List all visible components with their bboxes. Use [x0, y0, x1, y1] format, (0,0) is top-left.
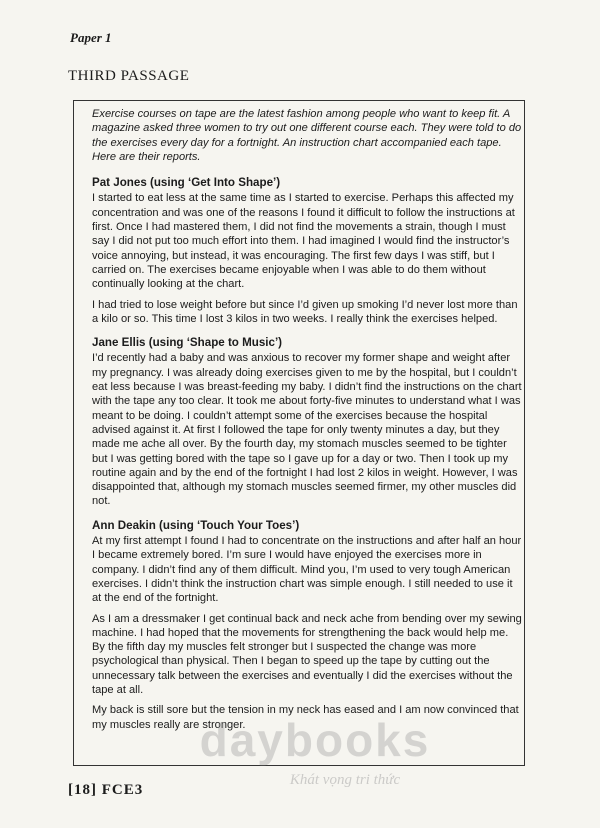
report-paragraph: My back is still sore but the tension in my neck has eased and I am now convinced that my muscles really are stronger. [92, 704, 519, 731]
page-footer: [18] FCE3 [68, 782, 144, 798]
report-ann-deakin [92, 519, 524, 732]
report-name: Jane Ellis (using ‘Shape to Music’) [92, 336, 283, 350]
report-paragraph: I’d recently had a baby and was anxious to recover my former shape and weight after my pregnancy. I was already doing exercises given to me by the hospital, but I couldn’t eat less because I was breast-feeding my baby. I didn’t find the instructions on the chart with the tape any too clear. It took me about forty-five minutes to understand what I was meant to be doing. I couldn’t attempt some of the exercises because the hospital advised against it. At first I followed the tape for only twenty minutes a day, but they made me ache all over. By the fourth day, my stomach muscles seemed to be tighter but I was getting bored with the tape so I gave up for a day or two. Then I took up my routine again and by the end of the fortnight I had lost 2 kilos in weight. However, I was disappointed that, although my stomach muscles seemed firmer, my other muscles did not. [92, 352, 522, 508]
report-name: Ann Deakin (using ‘Touch Your Toes’) [92, 518, 300, 532]
report-pat-jones [92, 176, 524, 326]
watermark-tagline: Khát vọng tri thức [289, 772, 401, 788]
passage-title: THIRD PASSAGE [68, 68, 190, 84]
passage-content [92, 107, 524, 738]
report-jane-ellis [92, 336, 524, 509]
report-name: Pat Jones (using ‘Get Into Shape’) [92, 176, 281, 190]
watermark-logo: daybooks [199, 714, 431, 766]
intro-paragraph: Exercise courses on tape are the latest fashion among people who want to keep fit. A magazine asked three women to try out one different course each. They were told to do the exercises every day for a fortnight. An instruction chart accompanied each tape. Here are their reports. [92, 108, 522, 163]
report-paragraph: I started to eat less at the same time as I started to exercise. Perhaps this affected my concentration and was one of the reasons I found it difficult to follow the instructions at first. Once I had mastered them, I did not find the movements a strain, though I must say I did not put too much effort into them. I had imagined I would find the instructor’s voice annoying, but instead, it was encouraging. The first few days I was stiff, but I carried on. The exercises became enjoyable when I was able to do them without continually looking at the chart. [92, 192, 515, 291]
report-paragraph: At my first attempt I found I had to concentrate on the instructions and after half an hour I became extremely bored. I’m sure I would have enjoyed the exercises more in company. I didn’t find any of them difficult. Mind you, I’m used to very tough American exercises. I didn’t think the instruction chart was simple enough. I still needed to use it at the end of the fortnight. [92, 535, 522, 605]
paper-label: Paper 1 [70, 30, 112, 45]
report-paragraph: As I am a dressmaker I get continual back and neck ache from bending over my sewing machine. I had hoped that the movements for strengthening the back would help me. By the fifth day my muscles felt stronger but I suspected the change was more psychological than physical. Then I began to speed up the tape by cutting out the unnecessary talk between the exercises and eventually I did the exercises without the tape at all. [92, 612, 522, 696]
report-paragraph: I had tried to lose weight before but since I’d given up smoking I’d never lost more than a kilo or so. This time I lost 3 kilos in two weeks. I really think the exercises helped. [92, 298, 518, 325]
